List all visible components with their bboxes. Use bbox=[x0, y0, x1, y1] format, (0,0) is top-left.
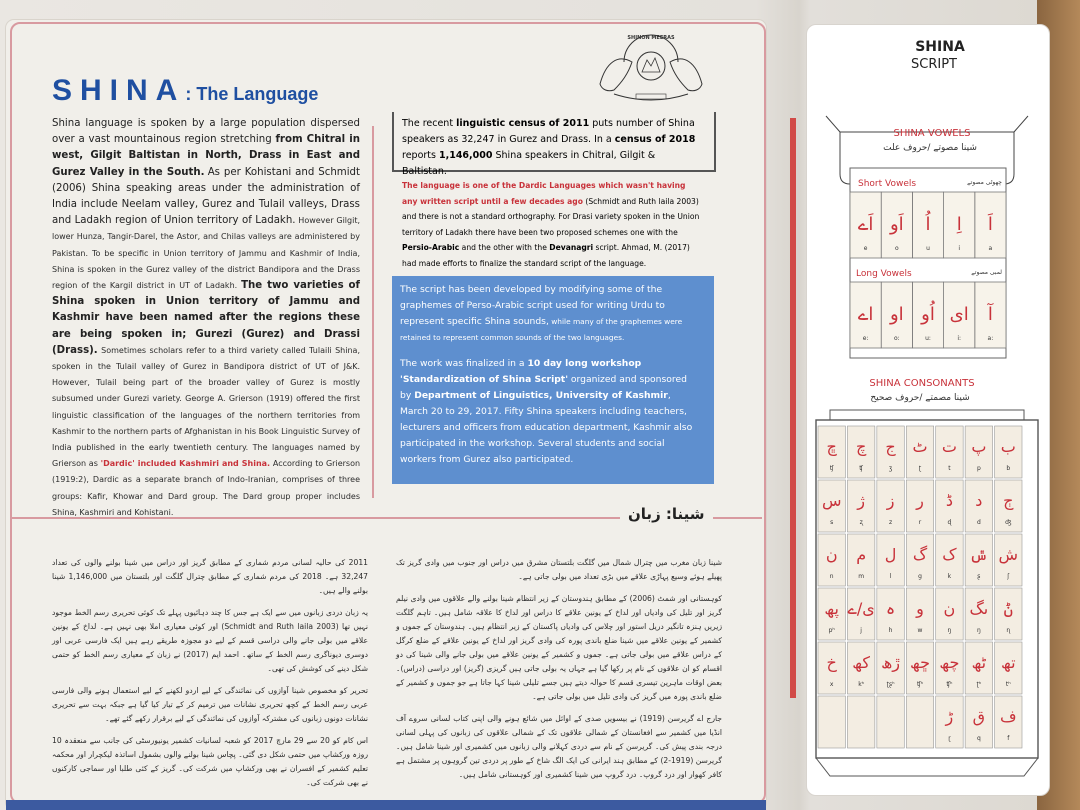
consonant-glyph: ر bbox=[916, 491, 924, 510]
vowel-roman: e bbox=[863, 245, 868, 252]
tulail-text: Sometimes scholars refer to a third variety called Tulaili Shina, spoken in the Tulail valley of Gurez in Bandipora district of UT of J&K. However, Tulail being part of the broader valley of Gurez is mostly subsumed under Gurezi variety. George A. Grierson (1919) offered the first linguistic classification of the languages of the northern territories from Kashmir to the northern parts of Afghanistan in his Book Linguistic Survey of India published in the early twentieth century. The languages named by Grierson as bbox=[52, 345, 360, 469]
persio-arabic: Persio-Arabic bbox=[402, 243, 460, 253]
consonant-roman: b bbox=[1006, 465, 1011, 472]
script-development-text bbox=[400, 282, 700, 346]
consonant-roman: h bbox=[888, 627, 893, 634]
census-2011: linguistic census of 2011 bbox=[456, 118, 590, 129]
consonant-roman: ʒ bbox=[888, 465, 893, 472]
column-divider bbox=[372, 126, 374, 498]
pakistan-text: However Gilgit, lower Hunza, Tangir-Darel, the Astor, and Chilas valleys are administered by Pakistan. To be specific in Union territory of Jammu and Kashmir of India, Shina is spoken in the Gurez valley of the district Bandipora and the Drass region of the Kargil district in UT of Ladakh. bbox=[52, 216, 360, 291]
vowel-roman: i bbox=[958, 245, 961, 252]
consonant-cell bbox=[877, 696, 904, 748]
consonant-cell bbox=[818, 696, 845, 748]
consonant-roman: ʧʰ bbox=[946, 681, 953, 688]
consonant-glyph: ݜ bbox=[969, 545, 989, 564]
intro-text: Shina language is spoken by a large population dispersed over a vast mountainous region stretching bbox=[52, 118, 360, 146]
census-part: puts number of Shina speakers as 32,247 in Gurez and Drass. In a bbox=[402, 118, 695, 145]
shinon-meeras-emblem-icon bbox=[592, 32, 710, 104]
dardic-part: script. Ahmad, M. (2017) had made efforts to finalize the standard script of the language. bbox=[402, 243, 690, 268]
census-part: The recent bbox=[402, 118, 457, 129]
urdu-paragraph: کوہستانی اور شمٹ (2006) کے مطابق ہندوستان کے زیر انتظام شینا بولنے والے علاقوں میں وادی نیلم گریز اور تلیل کی وادیاں اور لداخ کے یونین علاقے کا دراس اور لداخ کا علاقہ شامل ہیں۔ تاہم گلگت زیریں ہنزہ تانگیر دریل استور اور چلاس کی وادیاں پاکستان کے زیر انتظام ہیں۔ ہندوستان کے جموں و کشمیر کے یونین علاقے میں شینا ضلع باندی پورہ کی وادی گریز اور لداخ کے یونین علاقے کے ضلع کرگل کے دراس علاقے میں بولی جاتی ہے۔ جموں و کشمیر کے یونین علاقے میں بولی جانے والی شینا کی دو اقسام کو ان علاقوں کے نام پر رکھا گیا ہے جہاں یہ بولی جاتی ہیں گریزی (گریز) اور دراسی (دراس)۔ بعض اوقات ماہرین تیسری قسم کا حوالہ دیتے ہیں جسے تلیلی شینا کہا جاتا ہے جو جموں و کشمیر کے ضلع باندی پورہ میں گریز کی وادی تلیل میں بولی جاتی ہے۔ bbox=[396, 594, 722, 701]
vowel-roman: a bbox=[988, 245, 993, 252]
consonant-glyph: ف bbox=[999, 707, 1017, 726]
consonant-glyph: و bbox=[916, 599, 924, 618]
grierson-text: According to Grierson (1919:2), Dardic as a separate branch of Indo-Iranian, comprises of three groups: Kafir, Khowar and Dard group. The Dard group proper includes Shina, Kashmiri and Kohistani. bbox=[52, 459, 361, 517]
long-vowels-label: Long Vowels bbox=[856, 269, 912, 279]
consonant-glyph: تھ bbox=[1001, 653, 1016, 672]
consonants-heading: SHINA CONSONANTS bbox=[869, 378, 975, 389]
vowel-roman: u: bbox=[925, 335, 931, 342]
consonant-roman: ɽ bbox=[948, 735, 951, 742]
urdu-paragraph: یہ زبان دردی زبانوں میں سے ایک ہے جس کا چند دہائیوں پہلے تک کوئی تحریری رسم الخط موجود نہیں تھا (Schmidt and Ruth laila 2003) اور کوئی معیاری املا بھی نہیں ہے۔ لداخ کے یونین علاقے میں بولی جانے والی دراسی قسم کے لیے دو مجوزہ طریقے رہے ہیں ایک فارسی عربی اور دوسری دیوناگری رسم الخط کے ساتھ۔ احمد ایم (2017) نے زبان کے معیاری رسم الخط کو حتمی شکل دینے کی کوشش کی تھی۔ bbox=[52, 608, 368, 673]
consonant-roman: ŋ bbox=[976, 627, 981, 634]
vowel-glyph: او bbox=[889, 304, 904, 325]
consonant-glyph: ق bbox=[972, 707, 986, 726]
consonant-glyph: ݨ bbox=[1003, 599, 1013, 618]
consonant-roman: tʰ bbox=[1005, 681, 1011, 688]
short-vowels-label-urdu: چھوٹی مصوتے bbox=[967, 179, 1002, 186]
consonant-glyph: ٹھ bbox=[971, 653, 987, 672]
department-name: Department of Linguistics, University of Kashmir bbox=[414, 390, 668, 401]
workshop-name: 10 day long workshop 'Standardization of Shina Script' bbox=[400, 358, 642, 385]
vowel-glyph: اِ bbox=[956, 214, 962, 235]
blue-text: , March 20 to 29, 2017. Fifty Shina speakers including teachers, lecturers and officers from education department, Kashmir also participated in the workshop. Several students and social workers from Gurez also participated. bbox=[400, 390, 693, 465]
consonant-roman: pʰ bbox=[828, 627, 835, 634]
consonant-glyph: خ bbox=[826, 653, 837, 672]
vowels-heading: SHINA VOWELS bbox=[893, 128, 971, 139]
consonants-heading-urdu: شینا مصمتے /حروف صحیح bbox=[870, 393, 970, 403]
census-2018: census of 2018 bbox=[614, 134, 696, 145]
consonant-cell bbox=[906, 696, 933, 748]
consonant-glyph: ںگ bbox=[969, 599, 989, 618]
consonant-roman: ɳ bbox=[1006, 627, 1011, 634]
script-title-shina: SHINA bbox=[915, 39, 965, 55]
urdu-paragraph: شینا زبان مغرب میں چترال شمال میں گلگت بلتستان مشرق میں دراس اور جنوب میں وادی گریز تک پھیلے ہوئے وسیع پہاڑی علاقے میں بڑی تعداد میں بولی جاتی ہے۔ bbox=[396, 558, 722, 581]
consonant-glyph: ڑ bbox=[945, 707, 954, 726]
vowel-roman: o: bbox=[893, 335, 900, 342]
consonant-glyph: ز bbox=[886, 491, 895, 510]
long-vowels-label-urdu: لمبی مصوتے bbox=[971, 269, 1002, 276]
left-text-column bbox=[52, 116, 360, 521]
urdu-paragraph: جارج اے گریرسن (1919) نے بیسویں صدی کے اوائل میں شائع ہونے والی اپنی کتاب لسانی سروے آف انڈیا میں کشمیر سے افغانستان کے شمالی علاقوں تک کے شمالی علاقوں کی زبانوں کی پہلی لسانی درجہ بندی پیش کی۔ گریرسن کے نام سے دردی کہلانے والی زبانوں میں کشمیری اور شینا شامل ہیں۔ گریرسن (1919-2) کے مطابق ہند ایرانی کی ایک الگ شاخ کے طور پر دردی تین گروہوں پر مشتمل ہے کافر کھوار اور درد گروپ۔ درد گروپ میں شینا کشمیری اور کوہستانی شامل ہیں۔ bbox=[396, 714, 723, 779]
workshop-text bbox=[400, 356, 700, 468]
vowel-glyph: اُو bbox=[921, 304, 935, 325]
title-subtitle: : The Language bbox=[185, 84, 319, 104]
consonant-glyph: ڇ bbox=[826, 437, 837, 456]
dardic-red-text: The language is one of the Dardic Languages which wasn't having any written script until a few decades ago bbox=[402, 181, 686, 206]
consonant-roman: d bbox=[976, 519, 981, 526]
dardic-text bbox=[402, 178, 702, 272]
consonant-glyph: ن bbox=[825, 545, 838, 564]
consonant-glyph: س bbox=[821, 491, 842, 510]
census-count: 1,146,000 bbox=[438, 150, 493, 161]
urdu-left-column bbox=[52, 556, 368, 798]
consonant-roman: ʐ bbox=[859, 519, 863, 526]
consonant-roman: j bbox=[860, 627, 862, 634]
red-accent-bar bbox=[790, 118, 796, 698]
consonant-cell bbox=[847, 696, 874, 748]
consonant-glyph: ی/ے bbox=[847, 599, 875, 618]
page-title bbox=[52, 70, 318, 108]
census-part: reports bbox=[402, 150, 439, 161]
consonant-glyph: ت bbox=[941, 437, 957, 456]
consonant-roman: ʧʰ bbox=[916, 681, 924, 688]
urdu-paragraph: 2011 کی حالیہ لسانی مردم شماری کے مطابق گریز اور دراس میں شینا بولنے والوں کی تعداد 32,247 ہے۔ 2018 کی مردم شماری کے مطابق چترال گلگت اور بلتستان میں 1,146,000 شینا بولنے والے ہیں۔ bbox=[52, 558, 368, 595]
consonant-grid bbox=[818, 426, 1022, 748]
urdu-paragraph: اس کام کو 20 سے 29 مارچ 2017 کو شعبہ لسانیات کشمیر یونیورسٹی کی جانب سے منعقدہ 10 روزہ ورکشاپ میں حتمی شکل دی گئی۔ پچاس شینا بولنے والوں بشمول اساتذہ لیکچرار اور محکمہ تعلیم کشمیر کے افسران نے بھی ورکشاپ میں شرکت کی۔ گریز کے کئی طلبا اور سماجی کارکنوں نے بھی شرکت کی۔ bbox=[52, 736, 368, 787]
varieties-highlight: The two varieties of Shina spoken in Union territory of Jammu and Kashmir have been named after the regions these are being spoken in; Gurezi (Gurez) and Drassi (Drass). bbox=[52, 280, 360, 356]
consonant-roman: l bbox=[889, 573, 892, 580]
consonant-roman: ŋ bbox=[947, 627, 952, 634]
intro-highlight: from Chitral in west, Gilgit Baltistan in North, Drass in East and Gurez Valley in the South. bbox=[52, 134, 360, 178]
consonant-glyph: م bbox=[856, 545, 867, 564]
consonant-roman: ʃ bbox=[1007, 573, 1010, 580]
script-chart bbox=[806, 24, 1048, 794]
blue-text: organized and sponsored by bbox=[400, 374, 687, 401]
script-title-script: SCRIPT bbox=[911, 57, 957, 72]
consonant-glyph: ڄ bbox=[1003, 491, 1014, 510]
vowel-roman: i: bbox=[957, 335, 962, 342]
consonant-glyph: ڇھ bbox=[910, 653, 930, 672]
vowel-roman: a: bbox=[987, 335, 994, 342]
consonant-roman: ʂ bbox=[977, 573, 981, 580]
vowel-glyph: اے bbox=[857, 304, 874, 325]
vowel-glyph: ای bbox=[949, 304, 969, 325]
consonant-roman: r bbox=[918, 519, 922, 526]
consonant-roman: m bbox=[858, 573, 865, 580]
consonant-roman: n bbox=[829, 573, 834, 580]
blue-text: The script has been developed by modifying some of the graphemes of Perso-Arabic script used for writing Urdu to represent specific Shina sounds, bbox=[400, 284, 665, 327]
consonant-glyph: ژ bbox=[857, 491, 866, 510]
dardic-part: (Schmidt and Ruth laila 2003) and there is not a standard orthography. For Drasi variety spoken in the Union territory of Ladakh there have been two proposed schemes one with the bbox=[402, 196, 700, 237]
administration-text: As per Kohistani and Schmidt (2006) Shina speaking areas under the administration of India include Neelam valley, Gurez and Tulail valleys, Drass and Ladakh region of Union territory of Ladakh. bbox=[52, 166, 360, 227]
consonant-glyph: ل bbox=[884, 545, 897, 564]
consonant-roman: ɖ bbox=[947, 519, 952, 526]
logo-text: SHINON MEERAS bbox=[627, 35, 675, 41]
consonant-glyph: چ bbox=[855, 437, 867, 456]
consonant-glyph: د bbox=[975, 491, 983, 510]
consonant-roman: x bbox=[829, 681, 834, 688]
urdu-section-title: شینا: زبان bbox=[620, 505, 713, 523]
blue-text: The work was finalized in a bbox=[400, 358, 528, 369]
vowel-roman: e: bbox=[862, 335, 869, 342]
consonant-roman: ʈʂʰ bbox=[886, 681, 895, 688]
consonant-glyph: کھ bbox=[852, 653, 871, 672]
consonant-roman: ʤ bbox=[1005, 519, 1012, 526]
consonant-roman: w bbox=[917, 627, 923, 634]
short-vowels-label: Short Vowels bbox=[858, 179, 917, 189]
consonant-glyph: ش bbox=[998, 545, 1019, 564]
vowel-glyph: اَ bbox=[987, 214, 993, 235]
vowel-glyph: آ bbox=[987, 304, 993, 325]
consonant-roman: t bbox=[948, 465, 951, 472]
consonant-roman: g bbox=[918, 573, 922, 580]
consonant-roman: ʈʰ bbox=[976, 681, 982, 688]
vowel-glyph: اُ bbox=[925, 214, 931, 235]
consonant-roman: ʈ bbox=[918, 465, 922, 472]
consonant-roman: s bbox=[830, 519, 834, 526]
urdu-right-column bbox=[396, 556, 722, 790]
consonant-roman: z bbox=[888, 519, 893, 526]
urdu-paragraph: تحریر کو مخصوص شینا آوازوں کی نمائندگی کے لیے اردو لکھنے کے لیے استعمال ہونے والی فارسی عربی رسم الخط کے کچھ تحریری نشانات میں ترمیم کر کے تیار کیا گیا ہے جبکہ بہت سے تحریری نشانات دونوں زبانوں کی مشترکہ آوازوں کی نمائندگی کے لیے برقرار رکھے گئے تھے۔ bbox=[52, 686, 368, 723]
vowel-glyph: اَو bbox=[889, 214, 904, 235]
consonant-roman: q bbox=[976, 735, 981, 742]
consonant-roman: k bbox=[947, 573, 952, 580]
consonant-roman: kʰ bbox=[858, 681, 865, 688]
consonant-glyph: ٹ bbox=[912, 437, 928, 456]
consonant-roman: ʧ bbox=[829, 465, 834, 472]
vowel-roman: o bbox=[894, 245, 899, 252]
consonant-glyph: ب bbox=[1000, 437, 1016, 456]
vowel-glyph: اَے bbox=[857, 214, 874, 235]
consonant-glyph: پھ bbox=[824, 599, 839, 618]
census-part: Shina speakers in Chitral, Gilgit & Baltistan. bbox=[402, 150, 656, 177]
blue-small-text: while many of the graphemes were retained to represent common sounds of the two languages. bbox=[400, 317, 683, 342]
consonant-glyph: ک bbox=[942, 545, 957, 564]
consonant-glyph: چھ bbox=[939, 653, 960, 672]
consonant-glyph: گ bbox=[912, 545, 928, 564]
bottom-stripe bbox=[6, 800, 766, 810]
dardic-part: and the other with the bbox=[459, 243, 550, 253]
consonant-glyph: ج bbox=[885, 437, 896, 456]
consonant-glyph: ہ bbox=[885, 599, 896, 618]
dardic-highlight: 'Dardic' included Kashmiri and Shina. bbox=[100, 459, 271, 469]
consonant-glyph: پ bbox=[971, 437, 987, 456]
title-shina: SHINA bbox=[52, 74, 186, 107]
devanagri: Devanagri bbox=[549, 243, 594, 253]
consonant-roman: ʧ bbox=[859, 465, 863, 472]
consonant-roman: p bbox=[976, 465, 981, 472]
vowels-heading-urdu: شینا مصوتے /حروف علت bbox=[883, 143, 977, 153]
census-text bbox=[402, 116, 702, 180]
script-development-box bbox=[392, 276, 714, 484]
consonant-glyph: ڙھ bbox=[881, 653, 901, 672]
consonant-roman: f bbox=[1007, 735, 1010, 742]
consonant-glyph: ن bbox=[943, 599, 956, 618]
vowel-roman: u bbox=[926, 245, 930, 252]
consonant-glyph: ڈ bbox=[945, 491, 953, 510]
